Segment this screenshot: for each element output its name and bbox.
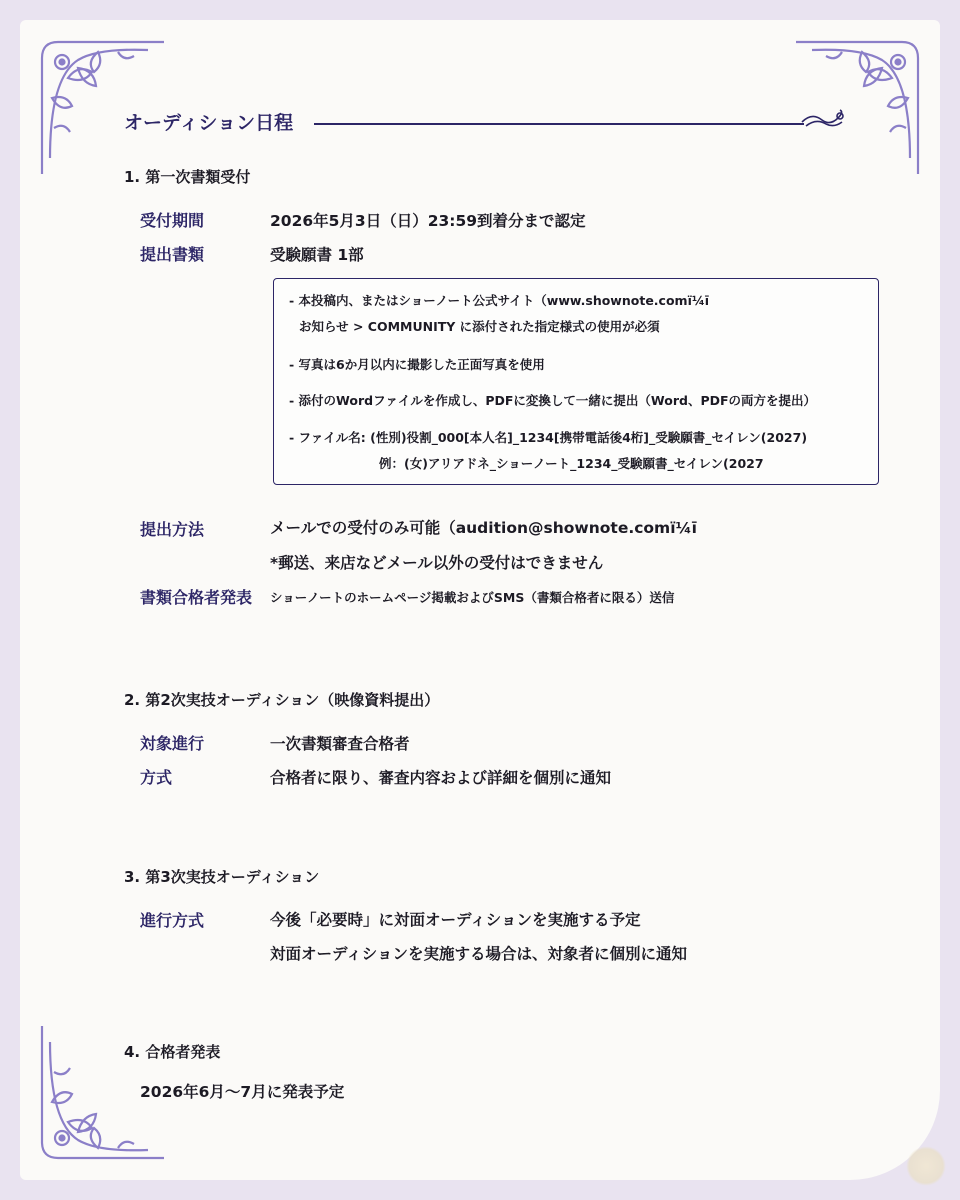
- note-4-line-1: - ファイル名: (性別)役割_000[本人名]_1234[携帯電話後4桁]_受験願書_セイレン(2027): [289, 430, 808, 445]
- method3-value-2: 対面オーディションを実施する場合は、対象者に個別に通知: [270, 945, 687, 963]
- note-2: - 写真は6か月以内に撮影した正面写真を使用: [289, 357, 545, 372]
- method2-value: 合格者に限り、審査内容および詳細を個別に通知: [270, 769, 612, 787]
- page-title: オーディション日程: [124, 112, 294, 134]
- method-note: *郵送、来店などメール以外の受付はできません: [270, 554, 604, 572]
- method-label: 提出方法: [140, 520, 205, 539]
- period-label: 受付期間: [140, 211, 205, 230]
- method2-label: 方式: [140, 768, 173, 787]
- section4-heading: 4. 合格者発表: [124, 1043, 221, 1061]
- section2-heading: 2. 第2次実技オーディション（映像資料提出）: [124, 691, 440, 709]
- note-1-line-2: お知らせ > COMMUNITY に添付された指定様式の使用が必須: [299, 319, 660, 334]
- note-4-line-2: 例：(女)アリアドネ_ショーノート_1234_受験願書_セイレン(2027: [379, 456, 764, 471]
- method3-value-1: 今後「必要時」に対面オーディションを実施する予定: [270, 911, 641, 929]
- method3-label: 進行方式: [140, 911, 205, 930]
- title-row: [124, 108, 844, 138]
- title-divider: [314, 123, 804, 125]
- announcement-value: 2026年6月～7月に発表予定: [140, 1083, 345, 1101]
- period-value: 2026年5月3日（日）23:59到着分まで認定: [270, 212, 586, 230]
- target-value: 一次書類審査合格者: [270, 735, 410, 753]
- note-1-line-1: - 本投稿内、またはショーノート公式サイト（www.shownote.comï¼ī: [289, 293, 710, 308]
- document-page: [20, 20, 940, 1180]
- requirements-box: [273, 278, 879, 485]
- note-3: - 添付のWordファイルを作成し、PDFに変換して一緒に提出（Word、PDFの両方を提出）: [289, 393, 817, 408]
- target-label: 対象進行: [140, 734, 205, 753]
- docs-value: 受験願書 1部: [270, 246, 364, 264]
- method-value: メールでの受付のみ可能（audition@shownote.comï¼ī: [270, 519, 697, 537]
- scroll-flourish-icon: [800, 108, 846, 130]
- section1-heading: 1. 第一次書類受付: [124, 168, 251, 186]
- corner-seal: [906, 1146, 946, 1186]
- section3-heading: 3. 第3次実技オーディション: [124, 868, 320, 886]
- docs-label: 提出書類: [140, 245, 205, 264]
- result-label: 書類合格者発表: [140, 588, 253, 607]
- result-value: ショーノートのホームページ掲載およびSMS（書類合格者に限る）送信: [270, 590, 675, 605]
